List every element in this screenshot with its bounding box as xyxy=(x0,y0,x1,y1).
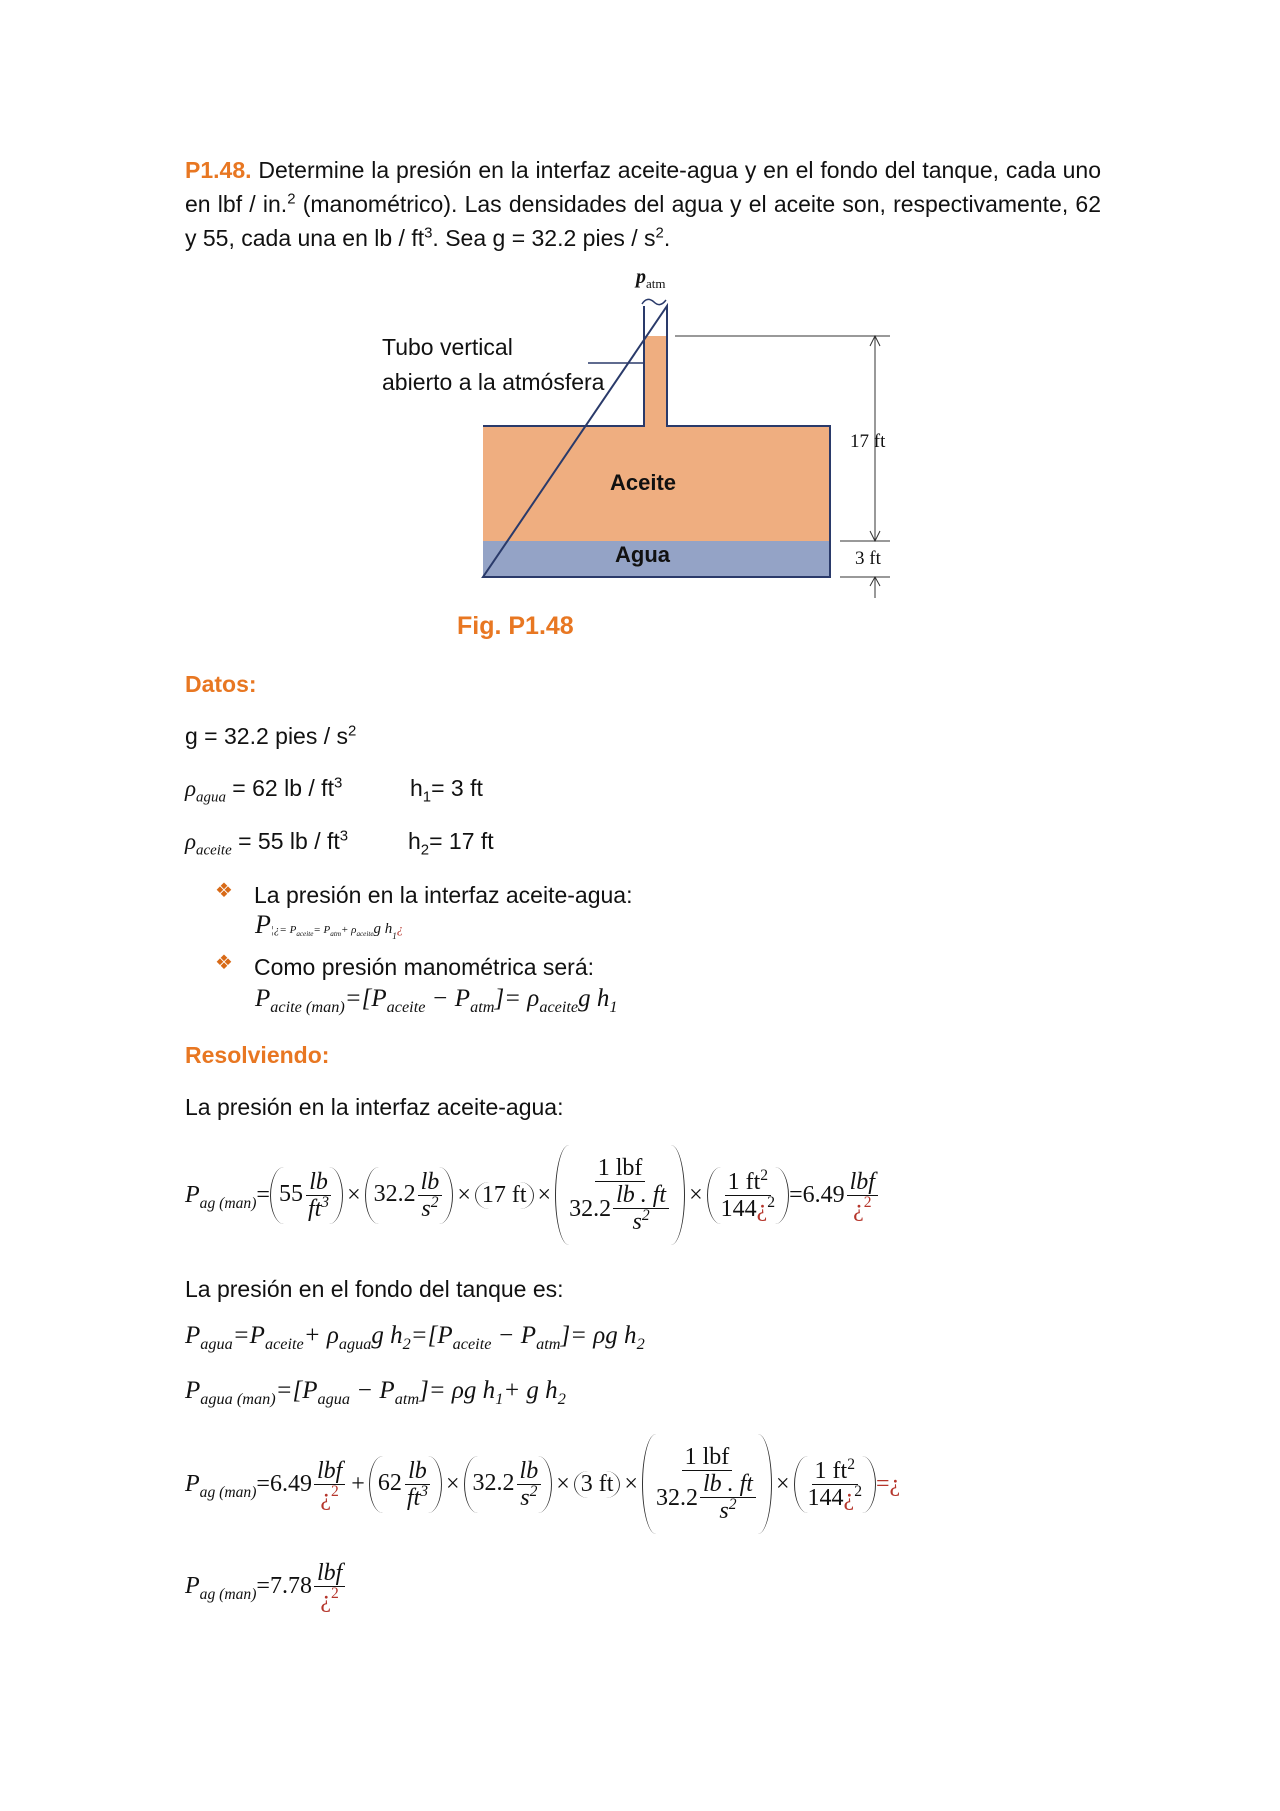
oil-label: Aceite xyxy=(610,470,677,495)
rho-aceite-value: $\rho_{aceite} = 55$ lb / $ft^3$ xyxy=(185,827,349,859)
water-label: Agua xyxy=(615,542,670,567)
problem-statement: P1.48. Determine la presión en la interfaz aceite-agua y en el fondo del tanque, cada uno en lbf / in.$^2$ (manométrico). Las densidades del agua y el aceite son, respectivamente, 62 y 55, cada una en lb / $ft^3$. Sea g = 32.2 pies / $s^2$. xyxy=(185,157,1102,251)
tube-label: Tubo vertical abierto a la atmósfera xyxy=(382,334,605,395)
bullet-1-text: La presión en la interfaz aceite-agua: xyxy=(254,882,633,908)
equation-bottom-substitution: $P_{ag (man)}$ =6.49 $\frac{\text{lbf}}{¿^2}$ + 62 $\frac{lb}{ft^3}$ × 32.2 $\frac{lb}{s^2}$ × 3 ft × 1 lbf 32.2 $\frac{lb . ft}{s^2}$ × $\frac{1 ft^2}{144¿^2}$ =¿ xyxy=(185,1428,900,1540)
resolviendo-line-2: La presión en el fondo del tanque es: xyxy=(185,1276,564,1302)
rho-agua-value: $\rho_{agua} = 62$ lb / $ft^3$ xyxy=(185,774,343,806)
bullet-2-text: Como presión manométrica será: xyxy=(254,954,595,980)
equation-gauge-bottom: $P_{agua (man)}=[P_{agua} - P_{atm}]= \rho g$ $h_1+ g$ $h_2$ xyxy=(185,1377,566,1408)
figure-caption: Fig. P1.48 xyxy=(457,612,574,640)
datos-heading: Datos: xyxy=(185,671,257,697)
g-value: g = 32.2 pies / $s^2$ xyxy=(185,722,357,749)
h2-value: $h_2= 17$ ft xyxy=(408,828,494,859)
bullet-icon: ❖ xyxy=(215,952,233,974)
h1-value: $h_1= 3$ ft xyxy=(410,775,483,806)
bullet-icon: ❖ xyxy=(215,880,233,902)
tank-figure xyxy=(360,268,920,608)
tube-opening-icon xyxy=(642,299,666,304)
equation-result: $P_{ag (man)}$ =7.78 $\frac{\text{lbf}}{¿^2}$ xyxy=(185,1560,347,1613)
equation-interface-pressure: $P_{ag (man)}$ = 55 $\frac{lb}{ft^3}$ × 32.2 $\frac{lb}{s^2}$ × 17 ft × 1 lbf 32.2 $\frac{lb . ft}{s^2}$ × $\frac{1 ft^2}{144¿^2}$ =6.49 $\frac{\text{lbf}}{¿^2}$ xyxy=(185,1140,880,1250)
bullet-2-equation: $P_{acite (man)}=[P_{aceite} - P_{atm}]= \rho_{aceite}g$ $h_1$ xyxy=(255,985,618,1016)
tube-oil xyxy=(644,336,667,427)
dim-17-label: 17 ft xyxy=(850,431,886,452)
equation-bottom-pressure: $P_{agua}=P_{aceite}+ \rho_{agua}g$ $h_2=[P_{aceite} - P_{atm}]= \rho g$ $h_2$ xyxy=(185,1322,645,1353)
p-atm-label: $p_{atm}$ xyxy=(636,266,666,291)
bullet-1-equation: P¦¿= $P_{aceite}= P_{atm}+ \rho_{aceite}g$ $h_1¿$ xyxy=(255,910,404,942)
problem-id: P1.48. xyxy=(185,157,252,183)
resolviendo-heading: Resolviendo: xyxy=(185,1042,330,1068)
dim-3-label: 3 ft xyxy=(855,548,881,569)
resolviendo-line-1: La presión en la interfaz aceite-agua: xyxy=(185,1094,564,1120)
